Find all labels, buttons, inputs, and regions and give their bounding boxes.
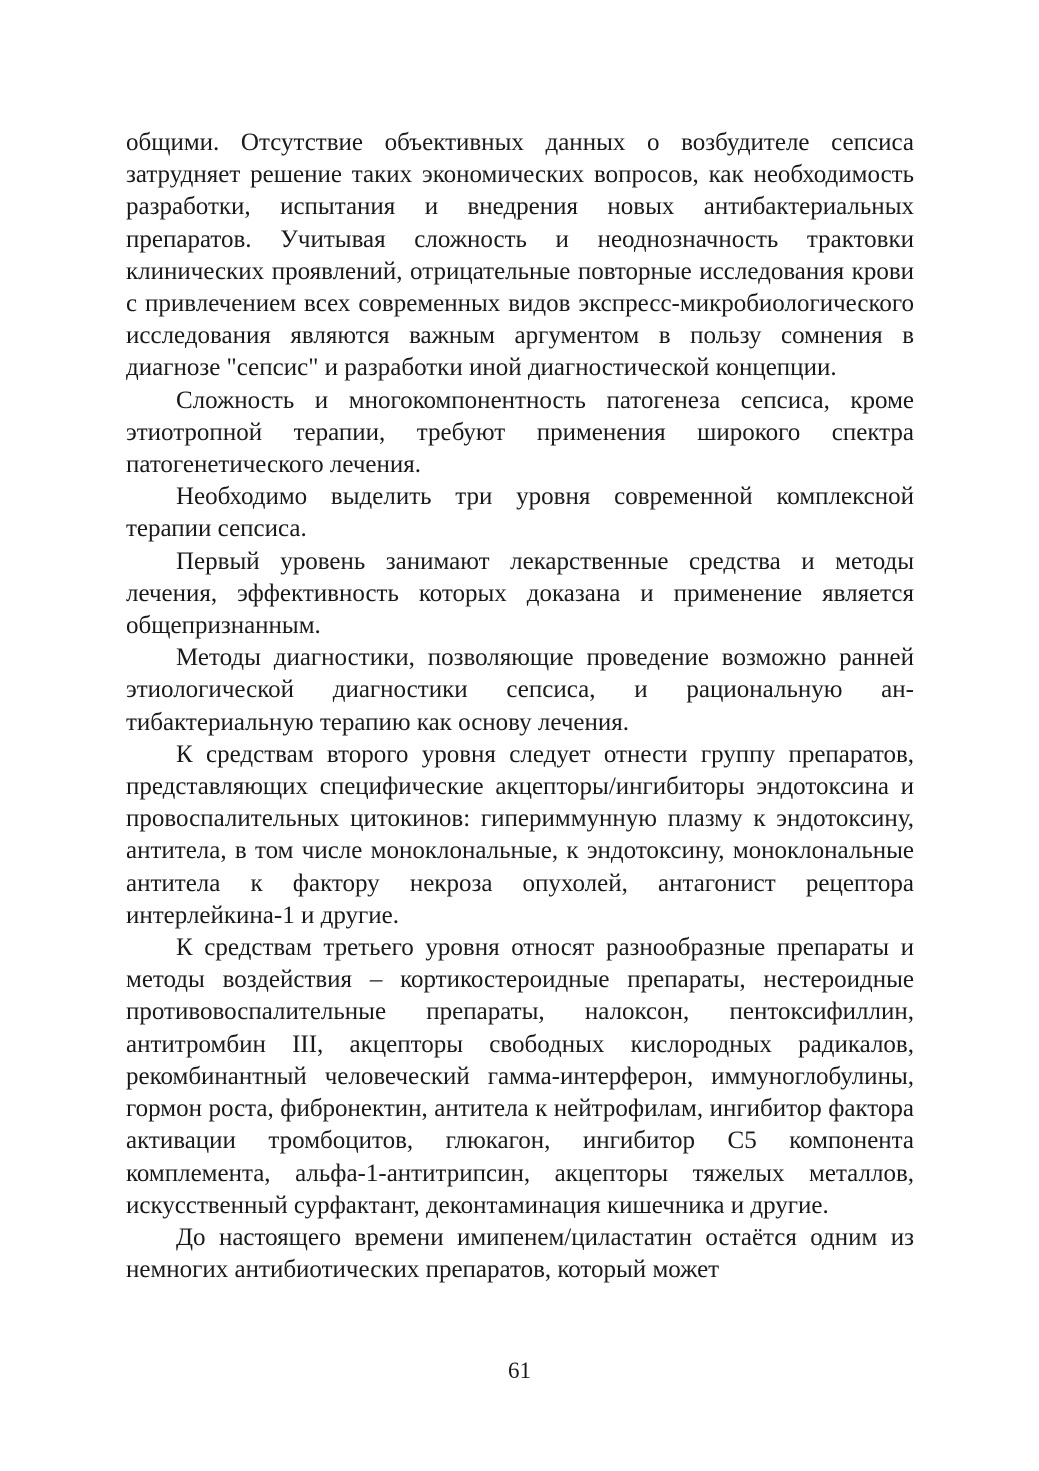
page-number: 61	[508, 1358, 531, 1383]
paragraph-diagnostic-methods: Методы диагностики, позволяющие проведение возможно ранней этиологической диагностики сепсиса, и рациональную антибактериальную терапию как основу лечения.	[126, 644, 914, 736]
paragraph-third-level: К средствам третьего уровня относят разнообразные препараты и методы воздействия – кортикостероидные препараты, нестероидные противовоспалительные препараты, налоксон, пентоксифиллин, антитромбин III, акцепторы свободных кислородных радикалов, рекомбинантный человеческий гамма-интерферон, иммуноглобулины, гормон роста, фибронектин, антитела к нейтрофилам, ингибитор фактора активации тромбоцитов, глюкагон, ингибитор С5 компонента комплемента, альфа-1-антитрипсин, акцепторы тяжелых металлов, искусственный сурфактант, деконтаминация кишечника и другие.	[126, 934, 914, 1219]
paragraph-pathogenesis-complexity: Сложность и многокомпонентность патогенеза сепсиса, кроме этиотропной терапии, требуют применения широкого спектра патогенетического лечения.	[126, 386, 914, 479]
paragraph-imipenem: До настоящего времени имипенем/циластатин остаётся одним из немногих антибиотических препаратов, который может	[126, 1223, 914, 1284]
paragraph-first-level: Первый уровень занимают лекарственные средства и методы лечения, эффективность которых доказана и применение является общепризнанным.	[126, 547, 914, 640]
paragraph-three-levels: Необходимо выделить три уровня современной комплексной терапии сепсиса.	[126, 483, 914, 543]
paragraph-sepsis-diagnosis: общими. Отсутствие объективных данных о возбудителе сепсиса затрудняет решение таких экономических вопросов, как необходимость разработки, испытания и внедрения новых антибактериальных препаратов. Учитывая сложность и неоднозначность трактовки клинических проявлений, отрицательные повторные исследования крови с привлечением всех современных видов экспресс-микробиологического исследования являются важным аргументом в пользу сомнения в диагнозе "сепсис" и разработки иной диагностической концепции.	[126, 129, 914, 382]
paragraph-second-level: К средствам второго уровня следует отнести группу препаратов, представляющих специфические акцепторы/ингибиторы эндотоксина и провоспалительных цитокинов: гипериммунную плазму к эндотоксину, антитела, в том числе моноклональные, к эндотоксину, моноклональные антитела к фактору некроза опухолей, антагонист рецептора интерлейкина-1 и другие.	[126, 740, 914, 929]
body-text	[126, 127, 914, 1286]
